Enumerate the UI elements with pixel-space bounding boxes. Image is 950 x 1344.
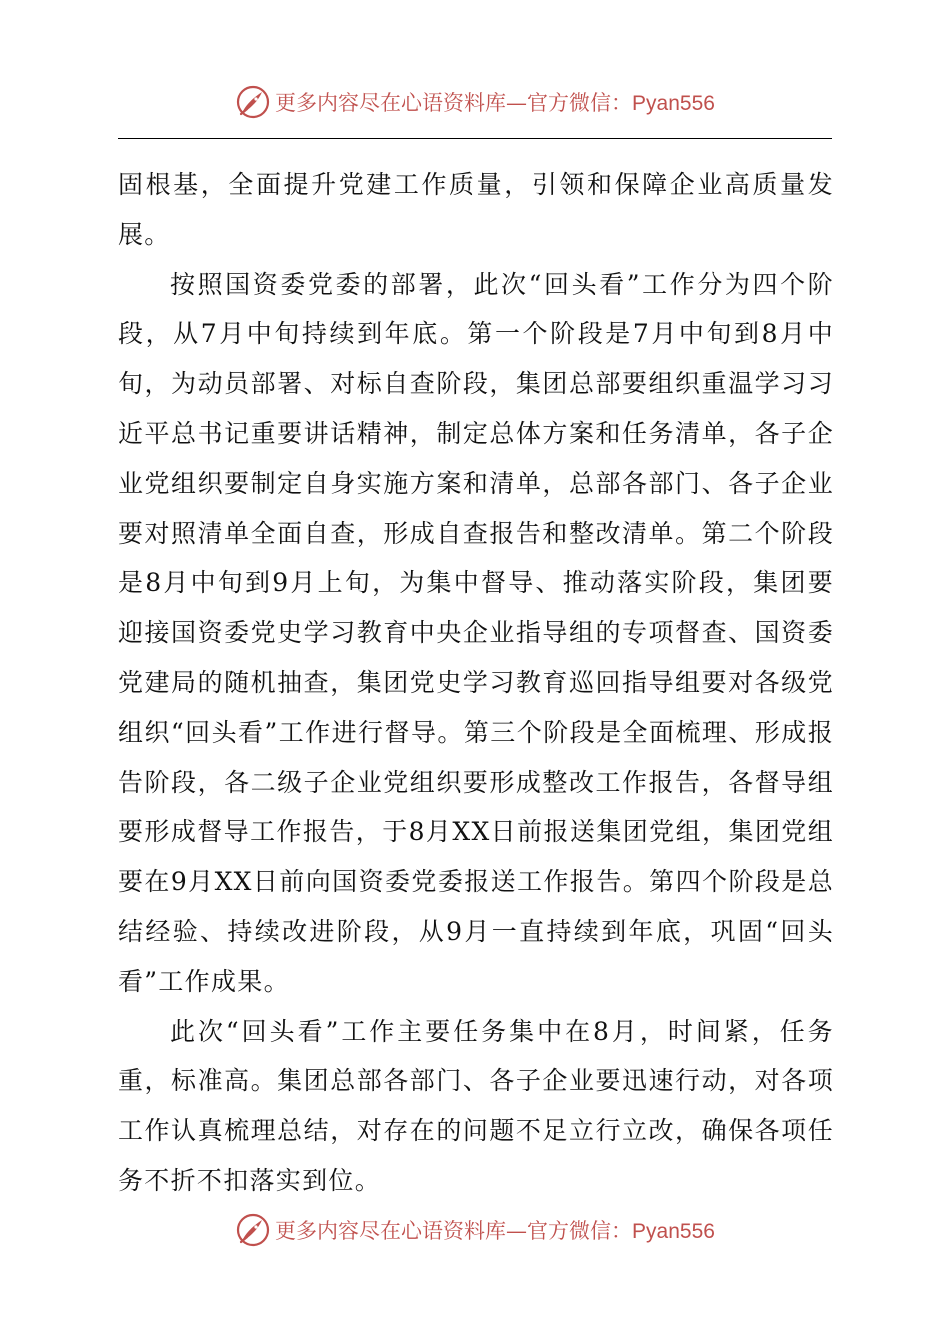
paragraph-3: 此次“回头看”工作主要任务集中在8月，时间紧，任务重，标准高。集团总部各部门、各子企业要迅速行动，对各项工作认真梳理总结，对存在的问题不足立行立改，确保各项任务不折不扣落实到位。: [118, 1016, 834, 1195]
footer-banner: [0, 1210, 950, 1250]
header-site-text: 更多内容尽在心语资料库—官方微信：Pyan556: [275, 91, 715, 115]
pen-nib-logo-icon: [235, 1212, 271, 1248]
footer-site-text: 更多内容尽在心语资料库—官方微信：Pyan556: [275, 1219, 715, 1243]
document-body: [118, 160, 834, 1206]
header-banner: [0, 82, 950, 122]
paragraph-1: 固根基，全面提升党建工作质量，引领和保障企业高质量发展。: [118, 170, 834, 249]
pen-nib-logo-icon: [235, 84, 271, 120]
header-divider: [118, 138, 832, 139]
header-wechat-id: Pyan556: [632, 92, 715, 115]
footer-wechat-id: Pyan556: [632, 1220, 715, 1243]
paragraph-2: 按照国资委党委的部署，此次“回头看”工作分为四个阶段，从7月中旬持续到年底。第一个阶段是7月中旬到8月中旬，为动员部署、对标自查阶段，集团总部要组织重温学习习近平总书记重要讲话精神，制定总体方案和任务清单，各子企业党组织要制定自身实施方案和清单，总部各部门、各子企业要对照清单全面自查，形成自查报告和整改清单。第二个阶段是8月中旬到9月上旬，为集中督导、推动落实阶段，集团要迎接国资委党史学习教育中央企业指导组的专项督查、国资委党建局的随机抽查，集团党史学习教育巡回指导组要对各级党组织“回头看”工作进行督导。第三个阶段是全面梳理、形成报告阶段，各二级子企业党组织要形成整改工作报告，各督导组要形成督导工作报告，于8月XX日前报送集团党组，集团党组要在9月XX日前向国资委党委报送工作报告。第四个阶段是总结经验、持续改进阶段，从9月一直持续到年底，巩固“回头看”工作成果。: [118, 269, 834, 996]
